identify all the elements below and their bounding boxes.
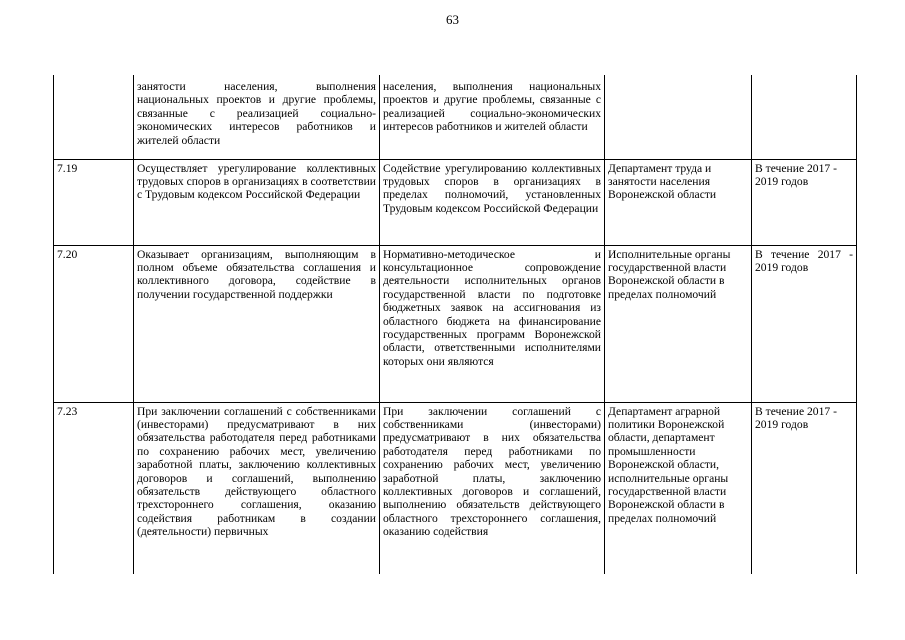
measures-table bbox=[53, 75, 857, 574]
action-description: Осуществляет урегулирование коллективных трудовых споров в организациях в соответствии с Трудовым кодексом Российской Федерации bbox=[134, 159, 380, 245]
action-description: Оказывает организациям, выполняющим в полном объеме обязательства соглашения и коллективного договора, содействие в получении государственной поддержки bbox=[134, 245, 380, 402]
table-row bbox=[54, 402, 857, 574]
measure-description: Нормативно-методическое и консультационное сопровождение деятельности исполнительных органов государственной власти по подготовке бюджетных заявок на ассигнования из областного бюджета на финансирование государственных программ Воронежской области, ответственными исполнителями которых они являются bbox=[380, 245, 605, 402]
item-number: 7.20 bbox=[54, 245, 134, 402]
deadline: В течение 2017 - 2019 годов bbox=[752, 245, 857, 402]
item-number: 7.23 bbox=[54, 402, 134, 574]
deadline bbox=[752, 75, 857, 159]
action-description: занятости населения, выполнения национальных проектов и другие проблемы, связанные с реализацией социально-экономических интересов работников и жителей области bbox=[134, 75, 380, 159]
table-row bbox=[54, 75, 857, 159]
deadline: В течение 2017 - 2019 годов bbox=[752, 159, 857, 245]
measure-description: населения, выполнения национальных проектов и другие проблемы, связанные с реализацией социально-экономических интересов работников и жителей области bbox=[380, 75, 605, 159]
action-description: При заключении соглашений с собственниками (инвесторами) предусматривают в них обязательства работодателя перед работниками по сохранению рабочих мест, увеличению заработной платы, заключению коллективных договоров и соглашений, выполнению обязательств действующего областного трехстороннего соглашения, оказанию содействия работникам в создании (деятельности) первичных bbox=[134, 402, 380, 574]
responsible-body: Департамент труда и занятости населения Воронежской области bbox=[605, 159, 752, 245]
responsible-body bbox=[605, 75, 752, 159]
deadline: В течение 2017 - 2019 годов bbox=[752, 402, 857, 574]
responsible-body: Департамент аграрной политики Воронежской области, департамент промышленности Воронежской области, исполнительные органы государственной власти Воронежской области в пределах полномочий bbox=[605, 402, 752, 574]
measure-description: Содействие урегулированию коллективных трудовых споров в организациях в пределах полномочий, установленных Трудовым кодексом Российской Федерации bbox=[380, 159, 605, 245]
item-number: 7.19 bbox=[54, 159, 134, 245]
item-number bbox=[54, 75, 134, 159]
table-row bbox=[54, 245, 857, 402]
responsible-body: Исполнительные органы государственной власти Воронежской области в пределах полномочий bbox=[605, 245, 752, 402]
table-row bbox=[54, 159, 857, 245]
page-number: 63 bbox=[446, 12, 459, 27]
measure-description: При заключении соглашений с собственниками (инвесторами) предусматривают в них обязательства работодателя перед работниками по сохранению рабочих мест, увеличению заработной платы, заключению коллективных договоров и соглашений, выполнению обязательств действующего областного трехстороннего соглашения, оказанию содействия bbox=[380, 402, 605, 574]
